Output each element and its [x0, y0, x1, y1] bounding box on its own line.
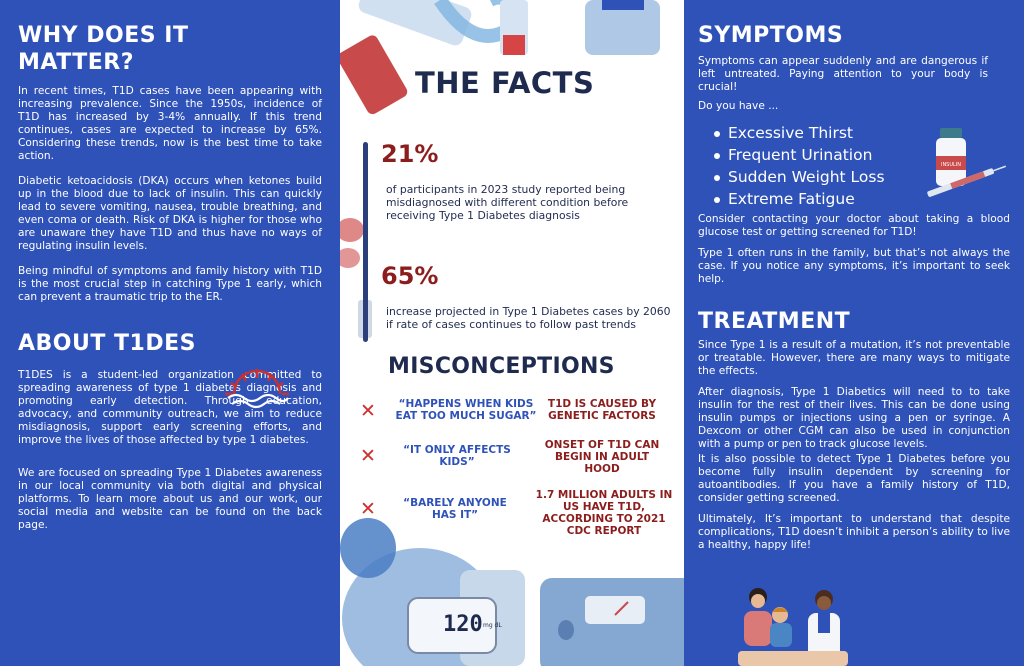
- symptoms-paragraph-2: Consider contacting your doctor about taking a blood glucose test or getting screened for T1D!: [698, 213, 1010, 238]
- treatment-title: TREATMENT: [698, 309, 851, 334]
- about-paragraph-2: We are focused on spreading Type 1 Diabetes awareness in our local community via both digital and physical platforms. To learn more about us and our work, our social media and website can be found on the back page.: [18, 467, 322, 531]
- stat-2-number: 65%: [381, 262, 439, 290]
- symptoms-paragraph-1: Symptoms can appear suddenly and are dangerous if left untreated. Paying attention to your body is crucial!: [698, 55, 988, 93]
- why-paragraph-3: Being mindful of symptoms and family history with T1D is the most crucial step in catching Type 1 early, which can prevent a traumatic trip to the ER.: [18, 265, 322, 303]
- treatment-paragraph-3: It is also possible to detect Type 1 Diabetes before you become fully insulin dependent by screening for autoantibodies. If you have a family history of T1D, consider getting screened.: [698, 453, 1010, 504]
- why-paragraph-1: In recent times, T1D cases have been appearing with increasing prevalence. Since the 1950s, incidence of T1D has increased by 3-4% annually. If this trend continues, cases are expected to increase by 65%. Considering these trends, now is the best time to take action.: [18, 85, 322, 162]
- meter-unit: mg dL: [483, 622, 502, 629]
- about-title: ABOUT T1DES: [18, 331, 196, 356]
- myth-2: “IT ONLY AFFECTS KIDS”: [403, 444, 511, 468]
- symptoms-question: Do you have ...: [698, 100, 779, 112]
- x-mark-icon: ✕: [360, 400, 376, 422]
- insulin-vial-syringe-icon: [920, 120, 1010, 200]
- stat-1-number: 21%: [381, 140, 439, 168]
- myth-3: “BARELY ANYONE HAS IT”: [403, 497, 507, 521]
- fact-2: ONSET OF T1D CAN BEGIN IN ADULT HOOD: [544, 439, 660, 475]
- insulin-label: INSULIN: [940, 162, 962, 168]
- list-item: Sudden Weight Loss: [714, 166, 1010, 188]
- x-mark-icon: ✕: [360, 445, 376, 467]
- fact-1: T1D IS CAUSED BY GENETIC FACTORS: [547, 398, 657, 422]
- about-paragraph-1: T1DES is a student-led organization committed to spreading awareness of type 1 diabetes diagnosis and promoting early detection. Through education, advocacy, and community outreach, we aim to reduce misdiagnosis, support early screening efforts, and improve the lives of those affected by type 1 diabetes.: [18, 369, 322, 446]
- list-item: Extreme Fatigue: [714, 188, 1010, 210]
- misconceptions-title: MISCONCEPTIONS: [388, 354, 615, 379]
- list-item: Frequent Urination: [714, 144, 1010, 166]
- symptoms-title: SYMPTOMS: [698, 23, 844, 48]
- treatment-paragraph-4: Ultimately, It’s important to understand that despite complications, T1D doesn’t inhibit a person’s ability to live a healthy, happy life!: [698, 513, 1010, 551]
- fact-3: 1.7 MILLION ADULTS IN US HAVE T1D, ACCORDING TO 2021 CDC REPORT: [535, 489, 673, 537]
- left-panel: [0, 0, 340, 666]
- sun-wave-logo-icon: [222, 366, 292, 411]
- why-paragraph-2: Diabetic ketoacidosis (DKA) occurs when ketones build up in the blood due to lack of insulin. This can quickly lead to severe vomiting, nausea, trouble breathing, and even coma or death. Risk of DKA is higher for those who are unaware they have T1D and thus have no ways of regulating insulin levels.: [18, 175, 322, 252]
- doctor-child-illustration: [738, 585, 848, 666]
- meter-reading: 120: [443, 612, 483, 637]
- list-item: Excessive Thirst: [714, 122, 1010, 144]
- stat-2-text: increase projected in Type 1 Diabetes cases by 2060 if rate of cases continues to follow past trends: [386, 305, 671, 331]
- symptoms-paragraph-3: Type 1 often runs in the family, but that’s not always the case. If you notice any symptoms, it’s important to seek help.: [698, 247, 1010, 285]
- why-title: WHY DOES IT MATTER?: [18, 23, 189, 75]
- treatment-paragraph-1: Since Type 1 is a result of a mutation, it’s not preventable or treatable. However, there are many ways to mitigate the effects.: [698, 339, 1010, 377]
- right-panel: [684, 0, 1024, 666]
- x-mark-icon: ✕: [360, 498, 376, 520]
- facts-timeline-bar: [363, 142, 368, 342]
- myth-1: “HAPPENS WHEN KIDS EAT TOO MUCH SUGAR”: [395, 398, 537, 422]
- treatment-paragraph-2: After diagnosis, Type 1 Diabetics will need to to take insulin for the rest of their lives. This can be done using insulin pumps or injections using a pen or syringe. A Dexcom or other CGM can also be used in conjunction with a pump or pen to track glucose levels.: [698, 386, 1010, 450]
- stat-1-text: of participants in 2023 study reported being misdiagnosed with different condition before receiving Type 1 Diabetes diagnosis: [386, 183, 629, 222]
- facts-title: THE FACTS: [415, 66, 595, 100]
